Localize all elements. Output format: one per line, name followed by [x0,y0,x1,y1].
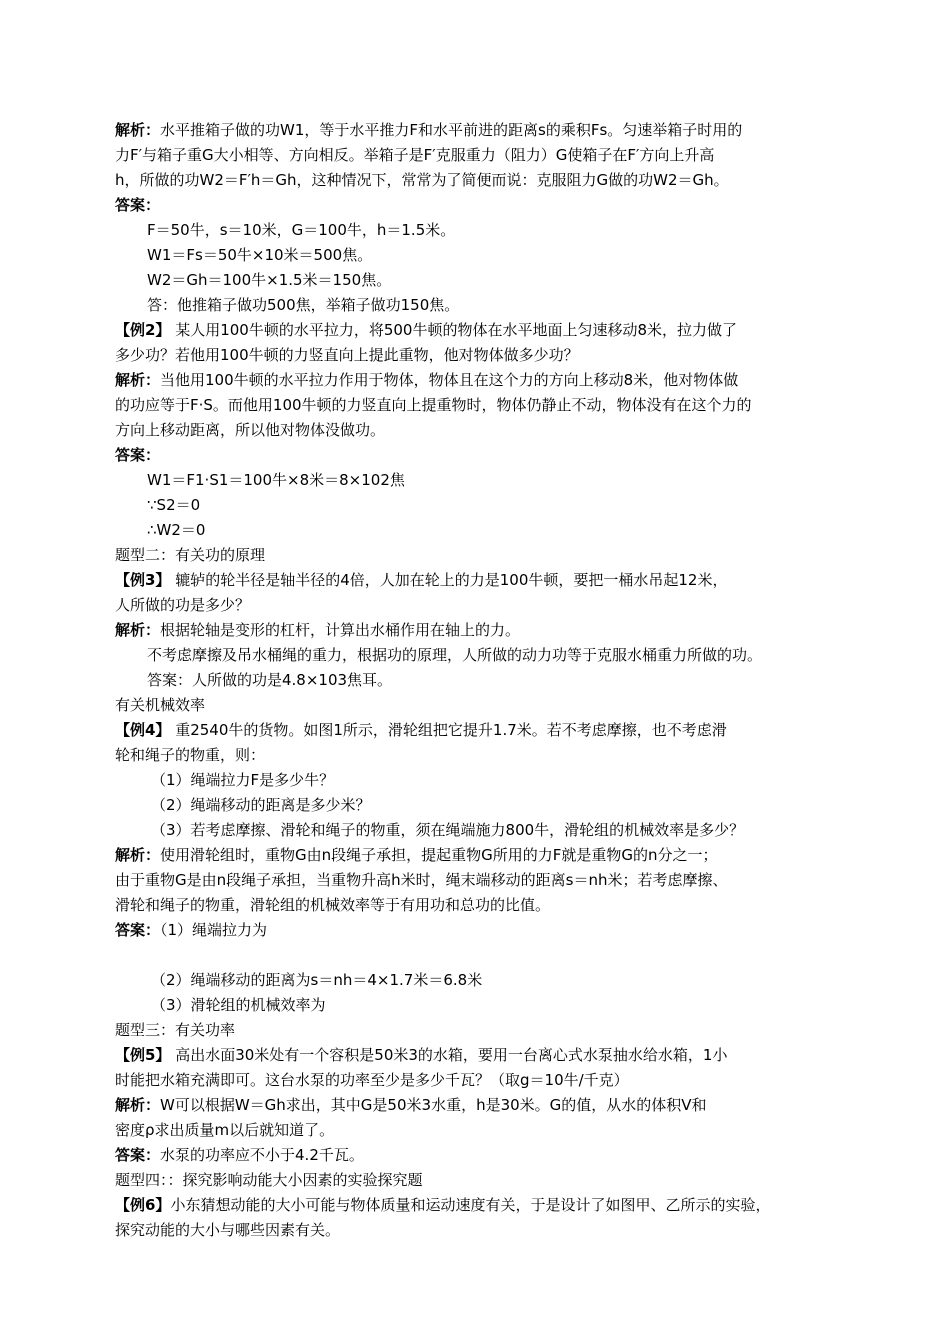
label-answer: 答案： [115,1146,161,1164]
text-line: 人所做的功是多少？ [115,596,251,614]
text-line: （2）绳端移动的距离是多少米？ [151,796,371,814]
text-line: （2）绳端移动的距离为s＝nh＝4×1.7米＝6.8米 [151,971,483,989]
text-line: 密度ρ求出质量m以后就知道了。 [115,1121,335,1139]
section-heading: 有关机械效率 [115,696,206,714]
text-line: 多少功？若他用100牛顿的力竖直向上提此重物，他对物体做多少功？ [115,346,579,364]
label-example: 【例2】 [115,321,171,339]
section-heading: 题型三：有关功率 [115,1021,236,1039]
label-example: 【例6】 [115,1196,171,1214]
text-line: 解析：当他用100牛顿的水平拉力作用于物体，物体且在这个力的方向上移动8米，他对物体做 [115,371,739,389]
section-heading: 题型二：有关功的原理 [115,546,266,564]
label-example: 【例4】 [115,721,171,739]
text-line [115,443,160,467]
label-example: 【例5】 [115,1046,171,1064]
text-line: 探究动能的大小与哪些因素有关。 [115,1221,341,1239]
text-line: 【例6】小东猜想动能的大小可能与物体质量和运动速度有关，于是设计了如图甲、乙所示的实验， [115,1196,771,1214]
text-line: 【例4】 重2540牛的货物。如图1所示，滑轮组把它提升1.7米。若不考虑摩擦，也不考虑滑 [115,721,727,739]
text-line: 轮和绳子的物重，则： [115,746,266,764]
text-line [115,193,160,217]
text-line: 不考虑摩擦及吊水桶绳的重力，根据功的原理，人所做的动力功等于克服水桶重力所做的功。 [147,646,763,664]
text-line: 答案：人所做的功是4.8×103焦耳。 [147,671,393,689]
text-line: ∵S2＝0 [147,496,201,514]
text-line: 解析：W可以根据W＝Gh求出，其中G是50米3水重，h是30米。G的值，从水的体积V和 [115,1096,707,1114]
label-answer: 答案： [115,446,161,464]
text-line: W1＝F1·S1＝100牛×8米＝8×102焦 [147,471,405,489]
text-line: 方向上移动距离，所以他对物体没做功。 [115,421,386,439]
section-heading: 题型四：：探究影响动能大小因素的实验探究题 [115,1171,423,1189]
label-analysis: 解析： [115,621,161,639]
label-analysis: 解析： [115,121,161,139]
text-line: ∴W2＝0 [147,521,206,539]
text-line: 答：他推箱子做功500焦，举箱子做功150焦。 [147,296,460,314]
text-line: 由于重物G是由n段绳子承担，当重物升高h米时，绳末端移动的距离s＝nh米；若考虑摩擦、 [115,871,728,889]
text-line: 力F′与箱子重G大小相等、方向相反。举箱子是F′克服重力（阻力）G使箱子在F′方向上升高 [115,146,715,164]
text-line: 【例5】 高出水面30米处有一个容积是50米3的水箱，要用一台离心式水泵抽水给水箱，1小 [115,1046,728,1064]
text-line: h，所做的功W2＝F′h＝Gh，这种情况下，常常为了简便而说：克服阻力G做的功W2＝Gh。 [115,171,729,189]
text-line: （1）绳端拉力F是多少牛？ [151,771,335,789]
text-line: 解析：水平推箱子做的功W1，等于水平推力F和水平前进的距离s的乘积Fs。匀速举箱子时用的 [115,121,743,139]
text-line: 答案：（1）绳端拉力为 [115,921,268,939]
label-answer: 答案： [115,921,161,939]
text-line: W2＝Gh＝100牛×1.5米＝150焦。 [147,271,392,289]
text-line: F＝50牛，s＝10米，G＝100牛，h＝1.5米。 [147,221,456,239]
label-example: 【例3】 [115,571,171,589]
label-analysis: 解析： [115,371,161,389]
text-line: 时能把水箱充满即可。这台水泵的功率至少是多少千瓦？（取g＝10牛/千克） [115,1071,629,1089]
text-line: 的功应等于F·S。而他用100牛顿的力竖直向上提重物时，物体仍静止不动，物体没有在这个力的 [115,396,752,414]
text-line: （3）滑轮组的机械效率为 [151,996,326,1014]
label-analysis: 解析： [115,846,161,864]
text-line: W1＝Fs＝50牛×10米＝500焦。 [147,246,373,264]
text-line: 滑轮和绳子的物重，滑轮组的机械效率等于有用功和总功的比值。 [115,896,551,914]
text-line: 【例3】 辘轳的轮半径是轴半径的4倍，人加在轮上的力是100牛顿，要把一桶水吊起12米， [115,571,728,589]
text-line: 答案：水泵的功率应不小于4.2千瓦。 [115,1146,364,1164]
label-analysis: 解析： [115,1096,161,1114]
text-line: 【例2】 某人用100牛顿的水平拉力，将500牛顿的物体在水平地面上匀速移动8米，拉力做了 [115,321,738,339]
label-answer: 答案： [115,196,161,214]
text-line: （3）若考虑摩擦、滑轮和绳子的物重，须在绳端施力800牛，滑轮组的机械效率是多少？ [151,821,745,839]
text-line: 解析：根据轮轴是变形的杠杆，计算出水桶作用在轴上的力。 [115,621,521,639]
text-line: 解析：使用滑轮组时，重物G由n段绳子承担，提起重物G所用的力F就是重物G的n分之一； [115,846,718,864]
